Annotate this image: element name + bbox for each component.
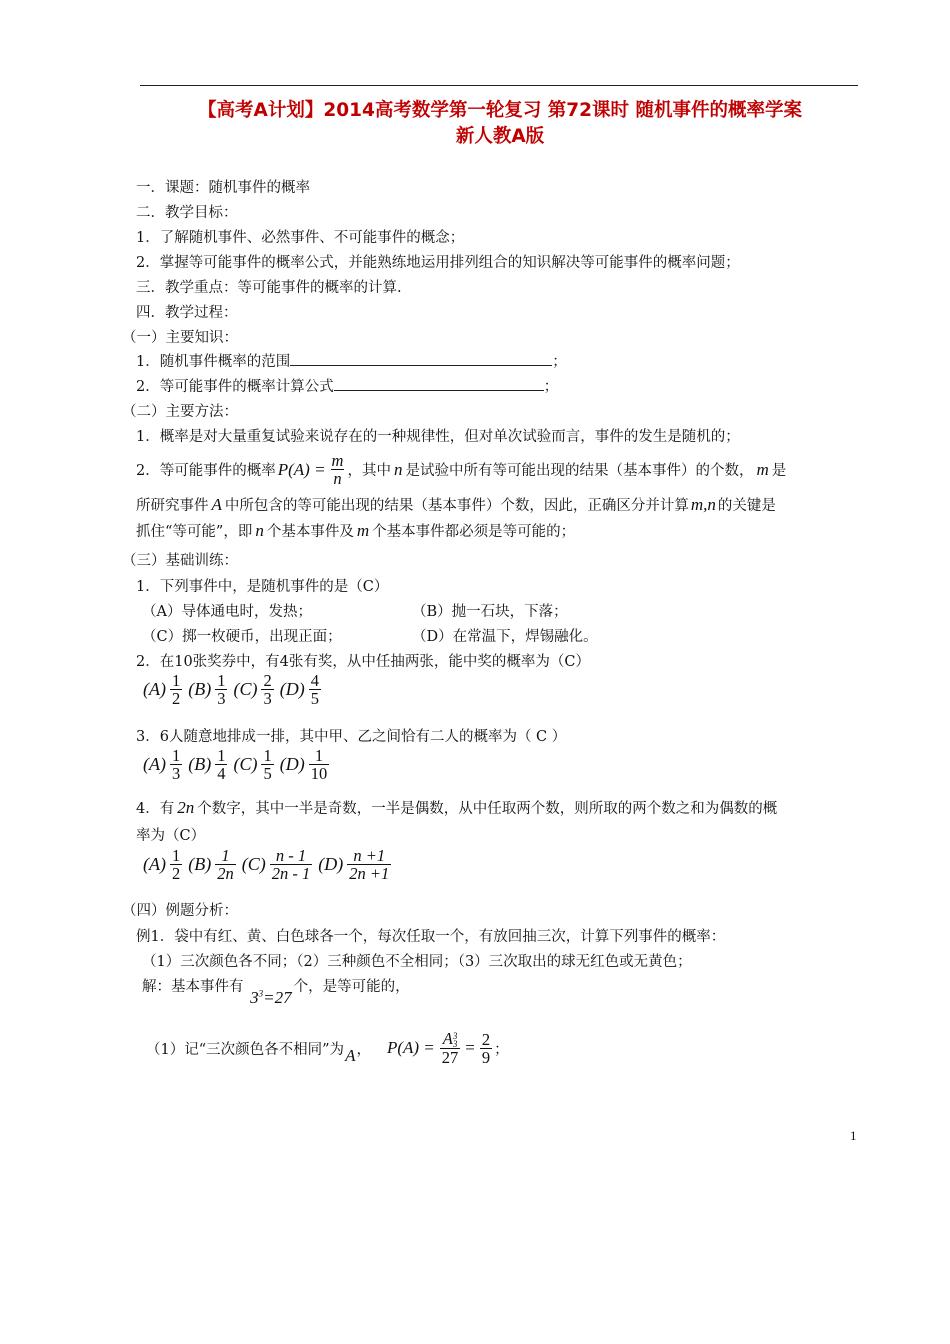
text: 4．有 [136, 801, 175, 817]
header-rule [140, 85, 858, 86]
q2-choices [143, 672, 323, 708]
choice-fraction [261, 672, 273, 708]
text: ，其中 [347, 463, 391, 480]
fraction-a33-27 [440, 1030, 461, 1067]
text: 抓住“等可能”，即 [136, 524, 253, 540]
numerator: 1 [171, 846, 181, 865]
numerator: 1 [217, 671, 226, 690]
denominator: 9 [481, 1047, 491, 1067]
method-2-line2 [136, 494, 776, 515]
choice-fraction [170, 747, 182, 783]
fill-blank-1: 1．随机事件概率的范围 ； [136, 350, 567, 371]
numerator: 1 [171, 746, 181, 765]
var-mn: m,n [690, 495, 716, 514]
choice-fraction [215, 847, 236, 883]
question-4-line1 [136, 797, 777, 818]
denominator: 2 [171, 864, 181, 884]
knowledge-heading: （一）主要知识： [122, 330, 238, 346]
fill-blank-2-text: 2．等可能事件的概率计算公式 [136, 379, 334, 395]
formula-3-cubed [250, 988, 291, 1007]
example-1-parts: （1）三次颜色各不同；（2）三种颜色不全相同；（3）三次取出的球无红色或无黄色； [142, 954, 692, 970]
text: 个数字，其中一半是奇数，一半是偶数，从中任取两个数，则所取的两个数之和为偶数的概 [197, 801, 778, 817]
question-2: 2．在10张奖券中，有4张有奖，从中任抽两张，能中奖的概率为（C） [136, 654, 590, 670]
fill-blank-1-text: 1．随机事件概率的范围 [136, 354, 291, 370]
choice-label: (B) [188, 679, 212, 700]
choice-fraction [347, 847, 391, 883]
text: 中所包含的等可能出现的结果（基本事件）个数，因此，正确区分并计算 [224, 498, 689, 514]
q1-option-d: （D）在常温下，焊锡融化。 [412, 629, 598, 645]
numerator: n +1 [353, 846, 386, 865]
q1-option-a: （A）导体通电时，发热； [142, 604, 312, 620]
a-symbol: A [442, 1029, 453, 1048]
denominator: n [333, 469, 342, 489]
fill-blank-2: 2．等可能事件的概率计算公式 ； [136, 375, 558, 396]
choice-fraction [170, 672, 182, 708]
denominator: 2n [217, 864, 234, 884]
numerator: 2 [481, 1029, 491, 1049]
question-3: 3．6人随意地排成一排，其中甲、乙之间恰有二人的概率为（ C ） [136, 729, 567, 745]
page-number: 1 [850, 1128, 857, 1143]
text: 个基本事件及 [266, 524, 354, 540]
document-subtitle: 新人教A版 [455, 126, 545, 147]
denominator: 3 [171, 764, 181, 784]
choice-label: (D) [279, 754, 305, 775]
equals-sign: = [465, 1038, 475, 1058]
numerator: 1 [217, 746, 226, 765]
text: 2．等可能事件的概率 [136, 463, 276, 480]
text: ， [356, 1041, 371, 1058]
numerator: m [331, 451, 344, 470]
denominator: 5 [263, 764, 272, 784]
document-title: 【高考A计划】2014高考数学第一轮复习 第72课时 随机事件的概率学案 [198, 100, 802, 121]
denominator: 2n +1 [349, 864, 390, 884]
text: 的关键是 [717, 498, 776, 514]
choice-label: (C) [233, 754, 258, 775]
examples-heading: （四）例题分析： [122, 903, 238, 919]
q3-choices [143, 747, 331, 783]
choice-fraction [309, 747, 330, 783]
key-point: 三．教学重点：等可能事件的概率的计算. [136, 280, 402, 296]
method-2-line1 [136, 452, 786, 488]
denominator: 10 [310, 764, 328, 784]
var-a: A [211, 495, 222, 514]
q4-choices [143, 847, 393, 883]
method-2-line3 [136, 520, 575, 541]
choice-fraction [215, 672, 227, 708]
answer-blank [334, 376, 544, 391]
numerator: 1 [221, 846, 230, 865]
sub: 3 [452, 1039, 458, 1050]
q1-option-c: （C）掷一枚硬币，出现正面； [142, 629, 342, 645]
numerator: 4 [310, 671, 319, 690]
formula-fraction [330, 452, 346, 488]
denominator: 2 [171, 689, 181, 709]
choice-label: (B) [188, 854, 212, 875]
numerator: n - 1 [275, 846, 307, 865]
text: 解：基本事件有 [142, 979, 244, 995]
choice-label: (D) [318, 854, 344, 875]
objectives-heading: 二．教学目标： [136, 205, 238, 221]
choice-label: (A) [143, 854, 166, 875]
choice-label: (C) [241, 854, 266, 875]
var-a: A [345, 1046, 356, 1066]
objective-1: 1．了解随机事件、必然事件、不可能事件的概念； [136, 230, 465, 246]
denominator: 3 [263, 689, 272, 709]
choice-fraction [170, 847, 182, 883]
choice-label: (A) [143, 754, 166, 775]
denominator: 2n - 1 [271, 864, 311, 884]
formula-pa: P(A) = [277, 459, 326, 479]
objective-2: 2．掌握等可能事件的概率公式，并能熟练地运用排列组合的知识解决等可能事件的概率问题； [136, 255, 740, 271]
example-1: 例1．袋中有红、黄、白色球各一个，每次任取一个，有放回抽三次，计算下列事件的概率： [136, 929, 726, 945]
solution-part-1 [146, 1030, 509, 1067]
choice-fraction [215, 747, 227, 783]
denominator: 5 [310, 689, 319, 709]
choice-fraction [270, 847, 313, 883]
text: 是试验中所有等可能出现的结果（基本事件）的个数， [405, 463, 754, 480]
numerator: 1 [171, 671, 181, 690]
var-m: m [756, 459, 769, 479]
denominator: 4 [217, 764, 226, 784]
choice-label: (D) [279, 679, 305, 700]
base: 3 [250, 988, 259, 1007]
solution-line [142, 975, 410, 1007]
rhs: =27 [263, 988, 292, 1007]
question-1: 1．下列事件中，是随机事件的是（C） [136, 579, 389, 595]
var-n: n [393, 459, 403, 479]
var-2n: 2n [177, 798, 195, 817]
sup: 3 [452, 1031, 458, 1042]
var-n: n [255, 521, 264, 540]
question-4-line2: 率为（C） [136, 828, 206, 844]
text: 所研究事件 [136, 498, 209, 514]
choice-label: (A) [143, 679, 166, 700]
text: （1）记“三次颜色各不相同”为 [146, 1041, 345, 1058]
numerator: 2 [263, 671, 272, 690]
choice-label: (C) [233, 679, 258, 700]
var-m: m [356, 521, 370, 540]
methods-heading: （二）主要方法： [122, 404, 238, 420]
process-heading: 四．教学过程： [136, 305, 238, 321]
denominator: 3 [217, 689, 226, 709]
answer-blank [290, 351, 552, 366]
text: ； [494, 1041, 509, 1058]
numerator: 1 [263, 746, 272, 765]
choice-fraction [261, 747, 273, 783]
text: 个，是等可能的， [293, 979, 410, 995]
practice-heading: （三）基础训练： [122, 553, 238, 569]
denominator: 27 [441, 1048, 459, 1068]
exponent: 3 [258, 988, 264, 999]
a-indices [453, 1032, 458, 1048]
choice-label: (B) [188, 754, 212, 775]
text: 是 [771, 463, 787, 480]
numerator: 1 [314, 746, 324, 765]
text: 个基本事件都必须是等可能的； [372, 524, 576, 540]
choice-fraction [309, 672, 321, 708]
formula-pa: P(A) = [386, 1038, 435, 1058]
method-1: 1．概率是对大量重复试验来说存在的一种规律性，但对单次试验而言，事件的发生是随机的； [136, 429, 740, 445]
numerator [441, 1030, 460, 1048]
topic-line: 一．课题：随机事件的概率 [136, 180, 310, 196]
q1-option-b: （B）抛一石块，下落； [412, 604, 568, 620]
fraction-2-9 [480, 1031, 492, 1067]
